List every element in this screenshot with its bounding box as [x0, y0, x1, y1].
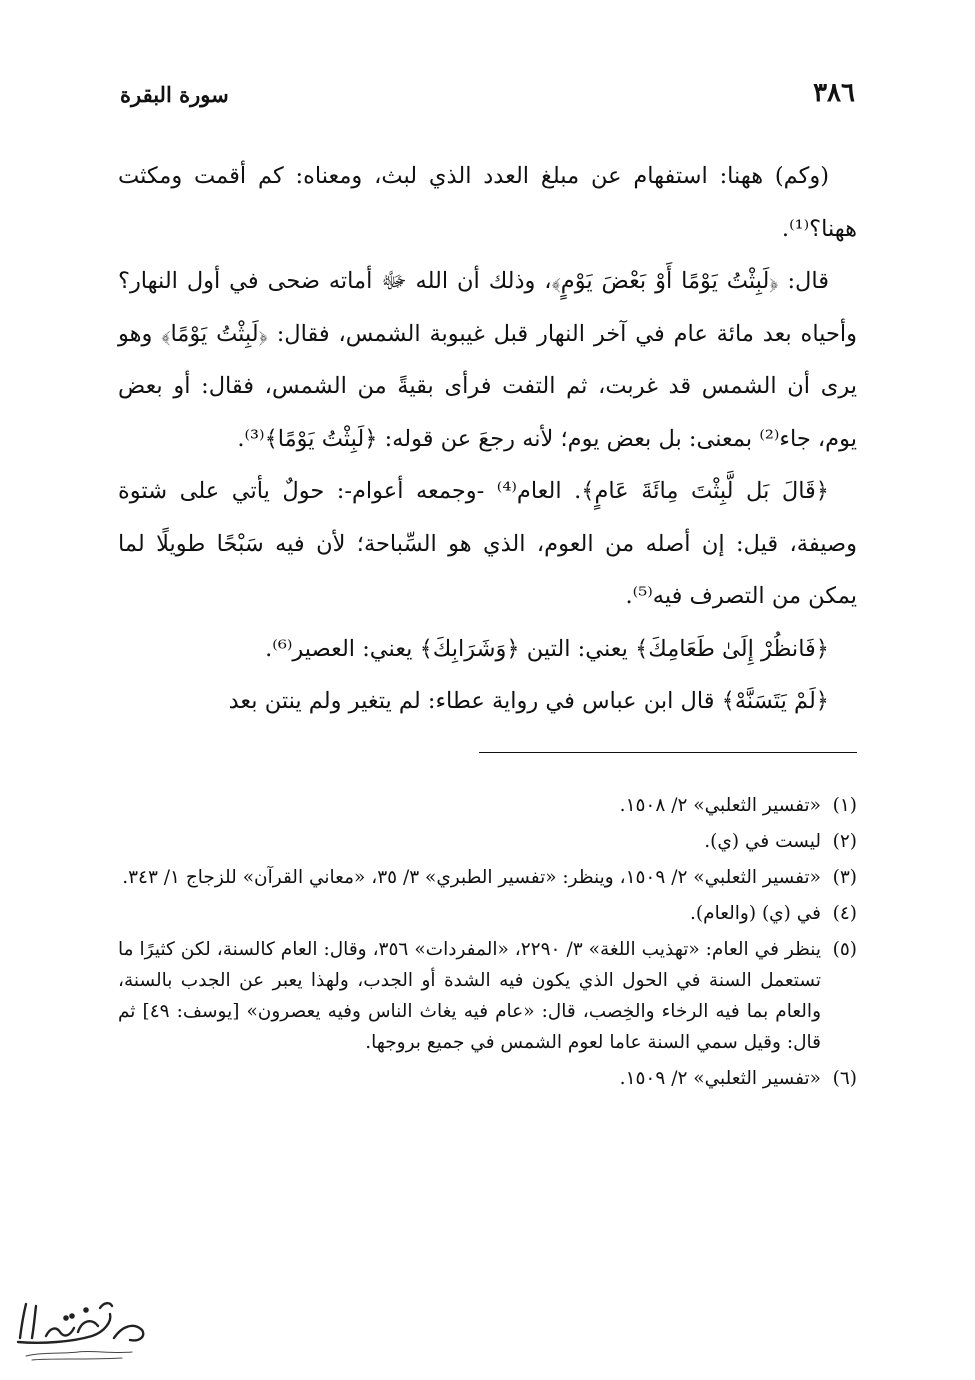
footnote-number: (٦) [832, 1068, 857, 1089]
main-text [118, 150, 857, 728]
footnote-6 [118, 1063, 857, 1094]
footnote-text: «تفسير الثعلبي» ٢/ ١٥٠٩. [619, 1068, 821, 1089]
footnote-text: ينظر في العام: «تهذيب اللغة» ٣/ ٢٢٩٠، «المفردات» ٣٥٦، وقال: العام كالسنة، لكن كثيرًا ما تستعمل السنة في الحول الذي يكون فيه الشدة أو الجدب، ولهذا يعبر عن الجدب بالسنة، والعام بما فيه الرخاء والخِصب، قال: «عام فيه يغاث الناس وفيه يعصرون» [يوسف: ٤٩] ثم قال: وقيل سمي السنة عاما لعوم الشمس في جميع بروجها. [118, 939, 822, 1053]
footnote-4 [118, 898, 857, 929]
surah-name: سورة البقرة [120, 82, 229, 107]
paragraph-1: (وكم) ههنا: استفهام عن مبلغ العدد الذي لبث، ومعناه: كم أقمت ومكثت ههنا؟⁽¹⁾. [118, 163, 857, 242]
footnote-number: (٣) [832, 867, 857, 888]
footnote-text: في (ي) (والعام). [690, 903, 821, 924]
footnote-1 [118, 790, 857, 821]
footnote-number: (٢) [832, 831, 857, 852]
page-number: ٣٨٦ [813, 78, 855, 108]
footnote-text: «تفسير الثعلبي» ٢/ ١٥٠٨. [619, 795, 821, 816]
footnote-5 [118, 934, 857, 1058]
footnote-number: (١) [832, 795, 857, 816]
footnotes [118, 790, 857, 1099]
publisher-logo [12, 1292, 152, 1367]
page-header [120, 78, 855, 118]
footnote-text: «تفسير الثعلبي» ٢/ ١٥٠٩، وينظر: «تفسير الطبري» ٣/ ٣٥، «معاني القرآن» للزجاج ١/ ٣٤٣. [122, 867, 821, 888]
footnote-2 [118, 826, 857, 857]
footnote-text: ليست في (ي). [704, 831, 821, 852]
footnote-number: (٥) [832, 939, 857, 960]
paragraph-4: ﴿فَانظُرْ إِلَىٰ طَعَامِكَ﴾ يعني: التين ﴿وَشَرَابِكَ﴾ يعني: العصير⁽⁶⁾. [265, 635, 829, 662]
footnote-divider [479, 752, 857, 753]
footnote-3 [118, 862, 857, 893]
paragraph-2: قال: ﴿لَبِثْتُ يَوْمًا أَوْ بَعْضَ يَوْمٍ﴾، وذلك أن الله ﷻ أماته ضحى في أول النهار؟ وأحياه بعد مائة عام في آخر النهار قبل غيبوبة الشمس، فقال: ﴿لَبِثْتُ يَوْمًا﴾ وهو يرى أن الشمس قد غربت، ثم التفت فرأى بقيةً من الشمس، فقال: أو بعض يوم، جاء⁽²⁾ بمعنى: بل بعض يوم؛ لأنه رجعَ عن قوله: ﴿لَبِثْتُ يَوْمًا﴾⁽³⁾. [118, 268, 857, 452]
footnote-number: (٤) [832, 903, 857, 924]
paragraph-5: ﴿لَمْ يَتَسَنَّهْ﴾ قال ابن عباس في رواية عطاء: لم يتغير ولم ينتن بعد [228, 688, 829, 714]
paragraph-3: ﴿قَالَ بَل لَّبِثْتَ مِائَةَ عَامٍ﴾. العام⁽⁴⁾ -وجمعه أعوام-: حولٌ يأتي على شتوة وصيفة، قيل: إن أصله من العوم، الذي هو السِّباحة؛ لأن فيه سَبْحًا طويلًا لما يمكن من التصرف فيه⁽⁵⁾. [118, 478, 857, 609]
